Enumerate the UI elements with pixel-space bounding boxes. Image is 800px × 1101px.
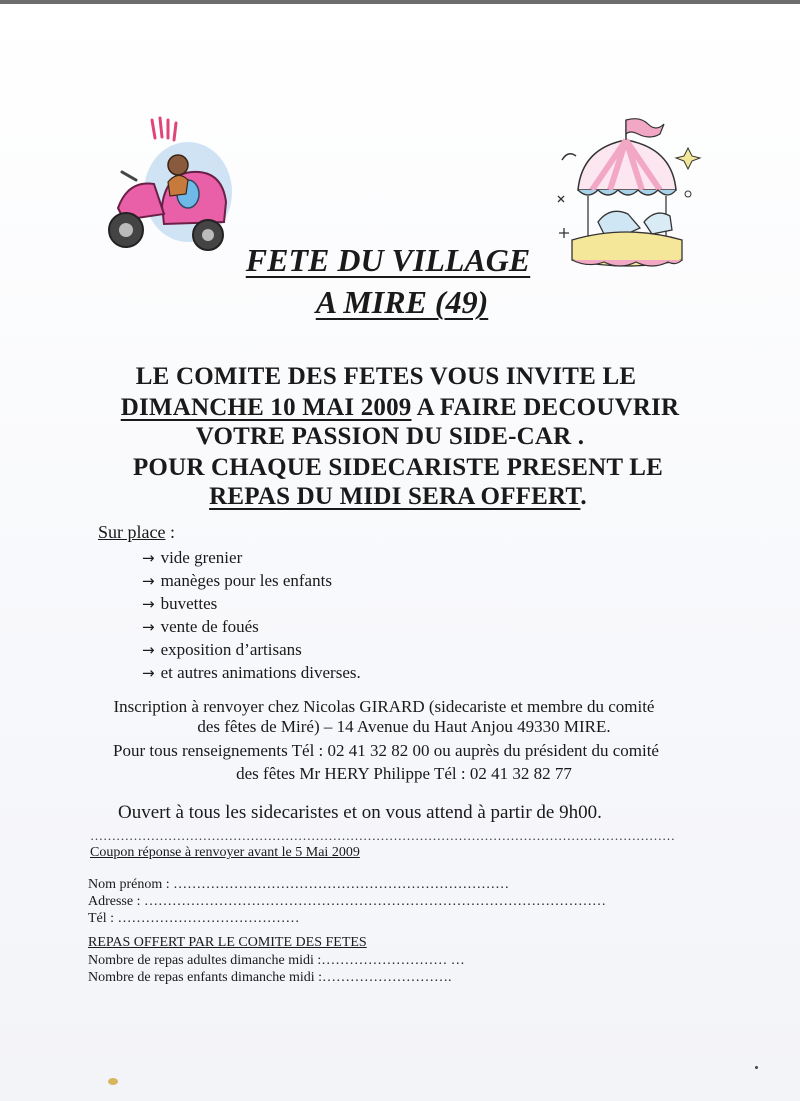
activities-list <box>142 546 361 684</box>
coupon-title: Coupon réponse à renvoyer avant le 5 Mai 2009 <box>90 845 360 860</box>
arrow-right-icon: → <box>142 664 155 682</box>
event-title-line-1: FETE DU VILLAGE <box>245 242 531 278</box>
invitation-line-4: POUR CHAQUE SIDECARISTE PRESENT LE <box>132 454 664 481</box>
event-date: DIMANCHE 10 MAI 2009 <box>120 394 412 421</box>
event-title-line-2: A MIRE (49) <box>315 284 489 320</box>
arrow-right-icon: → <box>142 549 155 567</box>
registration-info-line-2: des fêtes de Miré) – 14 Avenue du Haut Anjou 49330 MIRE. <box>197 717 611 736</box>
onsite-label: Sur place <box>98 522 166 542</box>
invitation-line-2 <box>0 394 800 422</box>
adult-meals-field: Nombre de repas adultes dimanche midi :……………………… … <box>88 953 465 968</box>
free-meal-text: REPAS DU MIDI SERA OFFERT <box>209 483 581 510</box>
list-item: → buvettes <box>142 594 218 613</box>
arrow-right-icon: → <box>142 572 155 590</box>
invitation-line-3: VOTRE PASSION DU SIDE-CAR . <box>195 423 585 450</box>
onsite-colon: : <box>165 522 175 542</box>
list-item: → vide grenier <box>142 548 243 567</box>
onsite-heading <box>98 522 175 543</box>
invitation-line-5 <box>0 483 798 511</box>
arrow-right-icon: → <box>142 641 155 659</box>
scan-dot <box>755 1066 758 1069</box>
phone-field: Tél : ………………………………… <box>88 911 300 926</box>
invitation-line-2-rest: A FAIRE DECOUVRIR <box>416 394 680 421</box>
contact-info-line-1: Pour tous renseignements Tél : 02 41 32 82 00 ou auprès du président du comité <box>113 741 659 760</box>
arrow-right-icon: → <box>142 618 155 636</box>
child-meals-field: Nombre de repas enfants dimanche midi :………………………. <box>88 970 452 985</box>
list-item: → manèges pour les enfants <box>142 571 332 590</box>
arrow-right-icon: → <box>142 595 155 613</box>
opening-time-text: Ouvert à tous les sidecaristes et on vous attend à partir de 9h00. <box>118 802 602 823</box>
cut-line-separator: ……………………………………………………………………………………………………………………… <box>90 828 675 843</box>
sidecar-clipart-icon <box>100 110 235 260</box>
list-item: → exposition d’artisans <box>142 640 302 659</box>
registration-info-line-1: Inscription à renvoyer chez Nicolas GIRARD (sidecariste et membre du comité <box>113 697 655 716</box>
invitation-line-5-end: . <box>580 483 587 510</box>
list-item: → vente de foués <box>142 617 259 636</box>
address-field: Adresse : ……………………………………………………………………………………… <box>88 894 606 909</box>
invitation-line-1: LE COMITE DES FETES VOUS INVITE LE <box>135 363 637 390</box>
scan-speck <box>108 1078 118 1085</box>
contact-info-line-2: des fêtes Mr HERY Philippe Tél : 02 41 32 82 77 <box>236 764 572 783</box>
list-item: → et autres animations diverses. <box>142 663 361 682</box>
name-field: Nom prénom : ……………………………………………………………… <box>88 877 510 892</box>
meal-offer-heading: REPAS OFFERT PAR LE COMITE DES FETES <box>88 935 367 950</box>
